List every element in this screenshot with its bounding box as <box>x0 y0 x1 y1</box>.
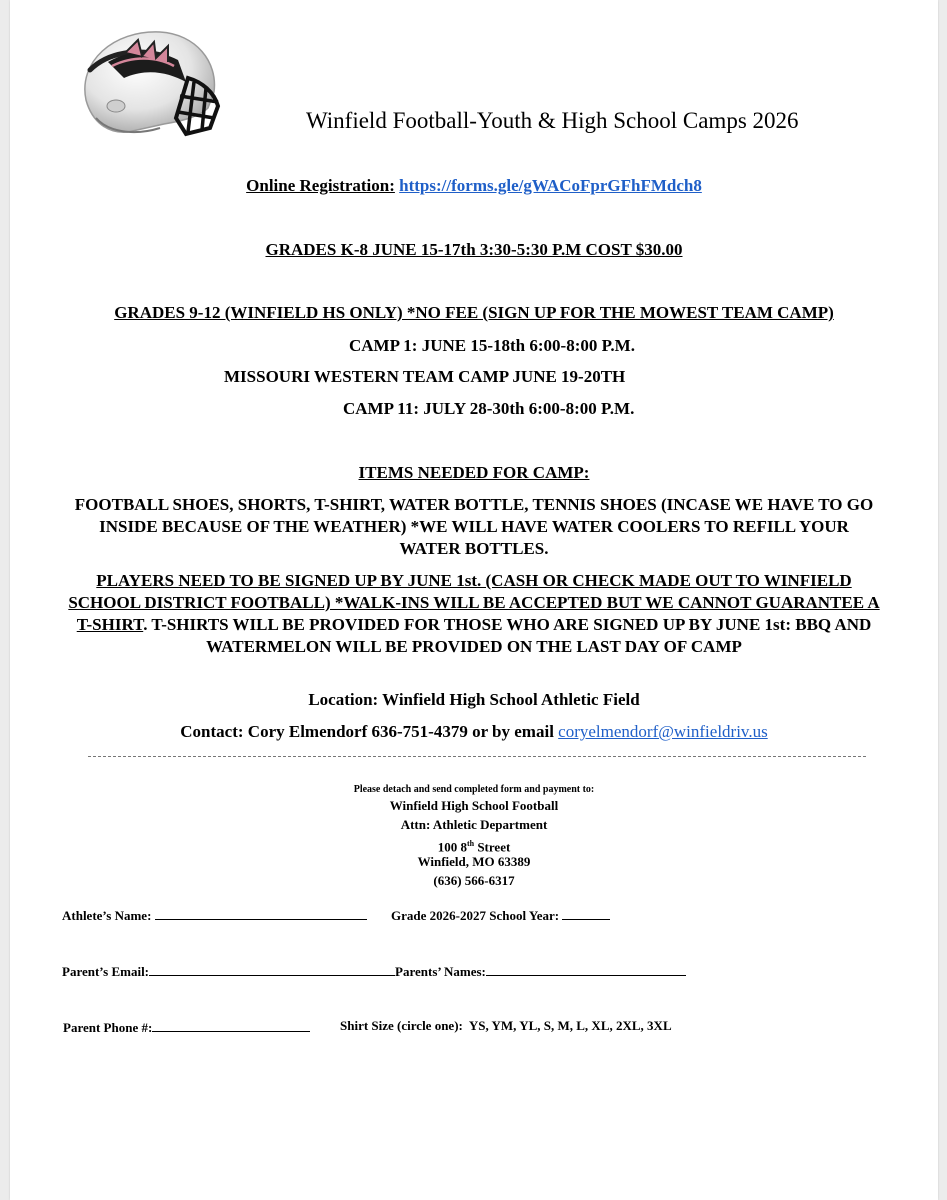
grade-row <box>391 906 610 924</box>
camp-11-dates: CAMP 11: JULY 28-30th 6:00-8:00 P.M. <box>343 399 635 418</box>
parents-names-field[interactable] <box>486 962 686 976</box>
street-suffix: th <box>466 839 475 848</box>
camp-1-dates: CAMP 1: JUNE 15-18th 6:00-8:00 P.M. <box>349 336 635 355</box>
hs-camp-heading: GRADES 9-12 (WINFIELD HS ONLY) *NO FEE (SIGN UP FOR THE MOWEST TEAM CAMP) <box>114 303 834 322</box>
athlete-name-field[interactable] <box>155 906 367 920</box>
parent-phone-field[interactable] <box>152 1018 310 1032</box>
mail-name: Winfield High School Football <box>389 798 559 813</box>
mail-city: Winfield, MO 63389 <box>417 854 531 869</box>
parent-email-label: Parent’s Email: <box>62 964 150 979</box>
registration-link[interactable]: https://forms.gle/gWACoFprGFhFMdch8 <box>399 176 702 195</box>
tshirt-notice: . T-SHIRTS WILL BE PROVIDED FOR THOSE WHO ARE SIGNED UP BY JUNE 1st: BBQ AND WATERMELON WILL BE PROVIDED ON THE LAST DAY OF CAMP <box>143 615 872 656</box>
mail-attn: Attn: Athletic Department <box>400 817 548 832</box>
parents-names-label: Parents’ Names: <box>395 964 486 979</box>
mail-note: Please detach and send completed form and payment to: <box>353 784 595 795</box>
items-heading: ITEMS NEEDED FOR CAMP: <box>358 463 590 482</box>
detach-line <box>88 756 866 757</box>
shirt-size-label: Shirt Size (circle one): <box>340 1018 463 1033</box>
contact-email-link[interactable]: coryelmendorf@winfieldriv.us <box>558 722 768 741</box>
parent-phone-row <box>63 1018 310 1036</box>
shirt-size-row <box>340 1018 672 1034</box>
camp-flyer-page <box>10 0 938 1200</box>
parent-email-row <box>62 962 686 980</box>
parent-phone-label: Parent Phone #: <box>63 1020 153 1035</box>
missouri-western-camp: MISSOURI WESTERN TEAM CAMP JUNE 19-20TH <box>224 367 626 386</box>
street-number: 100 8 <box>437 839 467 855</box>
registration-line <box>10 176 938 196</box>
items-list: FOOTBALL SHOES, SHORTS, T-SHIRT, WATER BOTTLE, TENNIS SHOES (INCASE WE HAVE TO GO INSIDE BECAUSE OF THE WEATHER) *WE WILL HAVE WATER COOLERS TO REFILL YOUR WATER BOTTLES. <box>74 495 874 558</box>
contact-line <box>10 722 938 742</box>
shirt-size-options[interactable]: YS, YM, YL, S, M, L, XL, 2XL, 3XL <box>468 1018 672 1033</box>
youth-camp-info: GRADES K-8 JUNE 15-17th 3:30-5:30 P.M COST $30.00 <box>265 240 683 259</box>
contact-text: Contact: Cory Elmendorf 636-751-4379 or by email <box>180 722 559 741</box>
athlete-name-row <box>62 906 367 924</box>
street-name: Street <box>474 839 511 855</box>
location: Location: Winfield High School Athletic Field <box>308 690 640 709</box>
mail-phone: (636) 566-6317 <box>433 873 515 888</box>
signup-deadline: PLAYERS NEED TO BE SIGNED UP BY JUNE 1st. (CASH OR CHECK MADE OUT TO WINFIELD SCHOOL DISTRICT FOOTBALL) *WALK-INS WILL BE ACCEPTED BUT WE CANNOT GUARANTEE A T-SHIRT <box>68 571 880 634</box>
parent-email-field[interactable] <box>149 962 395 976</box>
athlete-name-label: Athlete’s Name: <box>62 908 152 923</box>
grade-field[interactable] <box>562 906 610 920</box>
football-helmet-icon <box>68 22 228 152</box>
signup-notice <box>65 570 883 658</box>
grade-label: Grade 2026-2027 School Year: <box>391 908 560 923</box>
registration-label: Online Registration: <box>246 176 395 195</box>
page-title: Winfield Football-Youth & High School Camps 2026 <box>306 108 799 133</box>
